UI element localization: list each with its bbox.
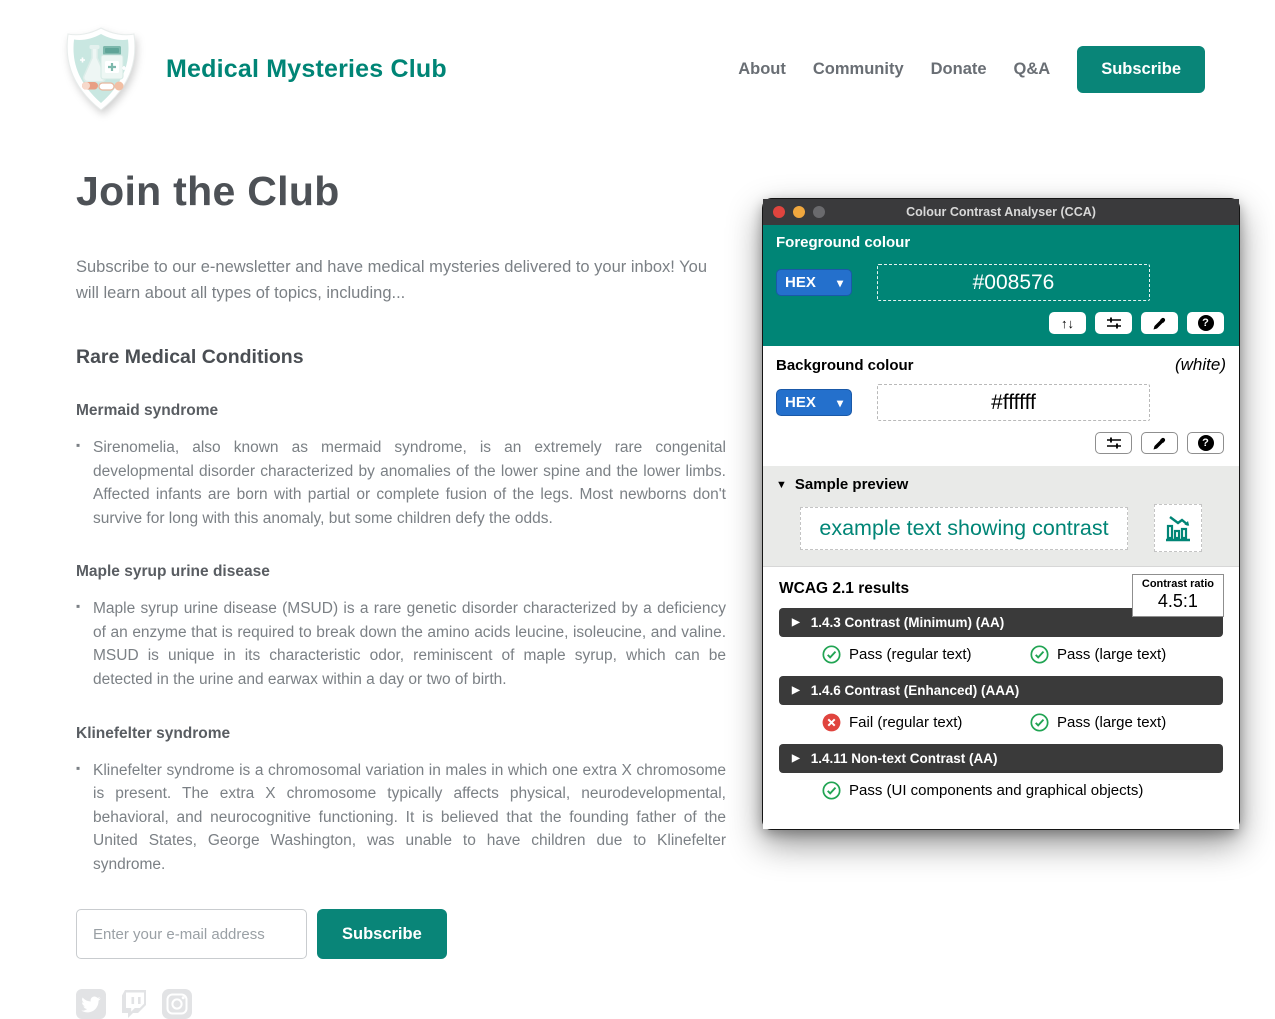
fail-icon [822, 713, 841, 732]
nav-item-community[interactable]: Community [812, 59, 904, 78]
foreground-sliders-button[interactable] [1095, 312, 1132, 334]
sliders-icon [1106, 316, 1122, 330]
eyedropper-icon [1152, 316, 1167, 331]
help-icon: ? [1198, 315, 1214, 331]
header-subscribe-button[interactable]: Subscribe [1077, 46, 1205, 93]
foreground-help-button[interactable] [1187, 312, 1224, 334]
result-item [822, 645, 1030, 664]
background-colour-section [763, 346, 1239, 466]
main-content [76, 168, 726, 1019]
contrast-ratio-label: Contrast ratio [1141, 578, 1214, 590]
zoom-button[interactable] [813, 206, 825, 218]
result-group-1411 [779, 744, 1223, 802]
pass-icon [1030, 645, 1049, 664]
foreground-format-value: HEX [785, 274, 816, 291]
window-title: Colour Contrast Analyser (CCA) [906, 205, 1096, 219]
instagram-icon[interactable] [162, 989, 192, 1019]
social-links [76, 989, 726, 1019]
result-bar-1411[interactable] [779, 744, 1223, 773]
result-item [822, 713, 1030, 732]
sample-preview-toggle[interactable] [776, 476, 1226, 493]
condition-title-msud: Maple syrup urine disease [76, 563, 270, 581]
background-hex-input[interactable] [877, 384, 1150, 421]
result-group-146 [779, 676, 1223, 734]
contrast-ratio-value: 4.5:1 [1157, 591, 1198, 611]
background-colour-label: Background colour [776, 357, 914, 374]
twitch-icon[interactable] [119, 989, 149, 1019]
result-label: Pass (large text) [1057, 646, 1167, 663]
nav-item-about[interactable]: About [738, 59, 786, 78]
cca-titlebar[interactable] [763, 199, 1239, 225]
declining-chart-icon [1162, 512, 1194, 544]
chevron-down-icon: ▾ [836, 395, 843, 410]
foreground-colour-label: Foreground colour [776, 234, 911, 251]
swap-colours-button[interactable] [1049, 312, 1086, 334]
result-label: Fail (regular text) [849, 714, 963, 731]
eyedropper-icon [1152, 436, 1167, 451]
result-label: Pass (large text) [1057, 714, 1167, 731]
condition-description-mermaid: ▪ Sirenomelia, also known as mermaid syndrome, is an extremely rare congenital developmental disorder characterized by anomalies of the lower spine and the lower limbs. Affected infants are born with partial or complete fusion of the legs. Most newborns don't survive for long with this anomaly, but some children defy the odds. [76, 436, 726, 530]
expand-triangle-icon: ▶ [792, 685, 800, 696]
newsletter-form [76, 909, 726, 959]
minimize-button[interactable] [793, 206, 805, 218]
swap-arrows-icon: ↑↓ [1061, 315, 1074, 331]
foreground-hex-input[interactable] [877, 264, 1150, 301]
condition-title-klinefelter: Klinefelter syndrome [76, 724, 231, 742]
nav-item-donate[interactable]: Donate [930, 59, 987, 78]
main-nav [738, 46, 1205, 93]
background-help-button[interactable] [1187, 432, 1224, 454]
background-eyedropper-button[interactable] [1141, 432, 1178, 454]
background-format-value: HEX [785, 394, 816, 411]
expand-triangle-icon: ▶ [792, 617, 800, 628]
result-bar-title: 1.4.6 Contrast (Enhanced) (AAA) [810, 683, 1020, 698]
foreground-format-select[interactable] [776, 269, 852, 296]
wcag-results-heading: WCAG 2.1 results [779, 580, 910, 597]
window-controls [773, 206, 825, 218]
result-item [1030, 713, 1166, 732]
foreground-eyedropper-button[interactable] [1141, 312, 1178, 334]
help-icon: ? [1198, 435, 1214, 451]
result-label: Pass (UI components and graphical objects) [849, 782, 1144, 799]
result-bar-146[interactable] [779, 676, 1223, 705]
pass-icon [822, 781, 841, 800]
result-item [1030, 645, 1166, 664]
twitter-icon[interactable] [76, 989, 106, 1019]
page-title: Join the Club [76, 168, 340, 214]
background-format-select[interactable] [776, 389, 852, 416]
result-bar-title: 1.4.3 Contrast (Minimum) (AA) [810, 615, 1005, 630]
nav-item-qa[interactable]: Q&A [1013, 59, 1051, 78]
close-button[interactable] [773, 206, 785, 218]
email-input[interactable] [76, 909, 307, 959]
collapse-triangle-icon: ▼ [776, 478, 787, 491]
condition-description-klinefelter: ▪ Klinefelter syndrome is a chromosomal variation in males in which one extra X chromosome is present. The extra X chromosome typically affects physical, neurodevelopmental, behavioral, and neurocognitive functioning. It is believed that the founding father of the United States, George Washington, was unable to have children due to Klinefelter syndrome. [76, 759, 726, 877]
cca-window [762, 198, 1240, 830]
condition-title-mermaid: Mermaid syndrome [76, 402, 219, 420]
foreground-colour-section [763, 225, 1239, 346]
condition-description-msud: ▪ Maple syrup urine disease (MSUD) is a rare genetic disorder characterized by a deficiency of an enzyme that is required to break down the amino acids leucine, isoleucine, and valine. MSUD is unique in its characteristic odor, reminiscent of maple syrup, which can be detected in the urine and earwax within a day or two of birth. [76, 597, 726, 691]
expand-triangle-icon: ▶ [792, 753, 800, 764]
sample-preview-label: Sample preview [794, 476, 909, 493]
sample-graphics-box [1154, 504, 1202, 552]
sample-text: example text showing contrast [800, 507, 1127, 550]
result-bar-title: 1.4.11 Non-text Contrast (AA) [810, 751, 998, 766]
contrast-ratio-box [1132, 574, 1224, 617]
sample-preview-section [763, 466, 1239, 566]
pass-icon [822, 645, 841, 664]
pass-icon [1030, 713, 1049, 732]
sliders-icon [1106, 436, 1122, 450]
section-title: Rare Medical Conditions [76, 346, 304, 369]
background-colour-name: (white) [1174, 355, 1226, 374]
club-logo-icon [62, 26, 140, 112]
result-item [822, 781, 1143, 800]
brand-title: Medical Mysteries Club [166, 54, 447, 83]
chevron-down-icon: ▾ [836, 275, 843, 290]
result-label: Pass (regular text) [849, 646, 972, 663]
background-sliders-button[interactable] [1095, 432, 1132, 454]
wcag-results-section [763, 566, 1239, 829]
newsletter-subscribe-button[interactable]: Subscribe [317, 909, 447, 959]
intro-paragraph: Subscribe to our e-newsletter and have medical mysteries delivered to your inbox! You will learn about all types of topics, including... [76, 258, 708, 302]
site-header [0, 0, 1275, 112]
